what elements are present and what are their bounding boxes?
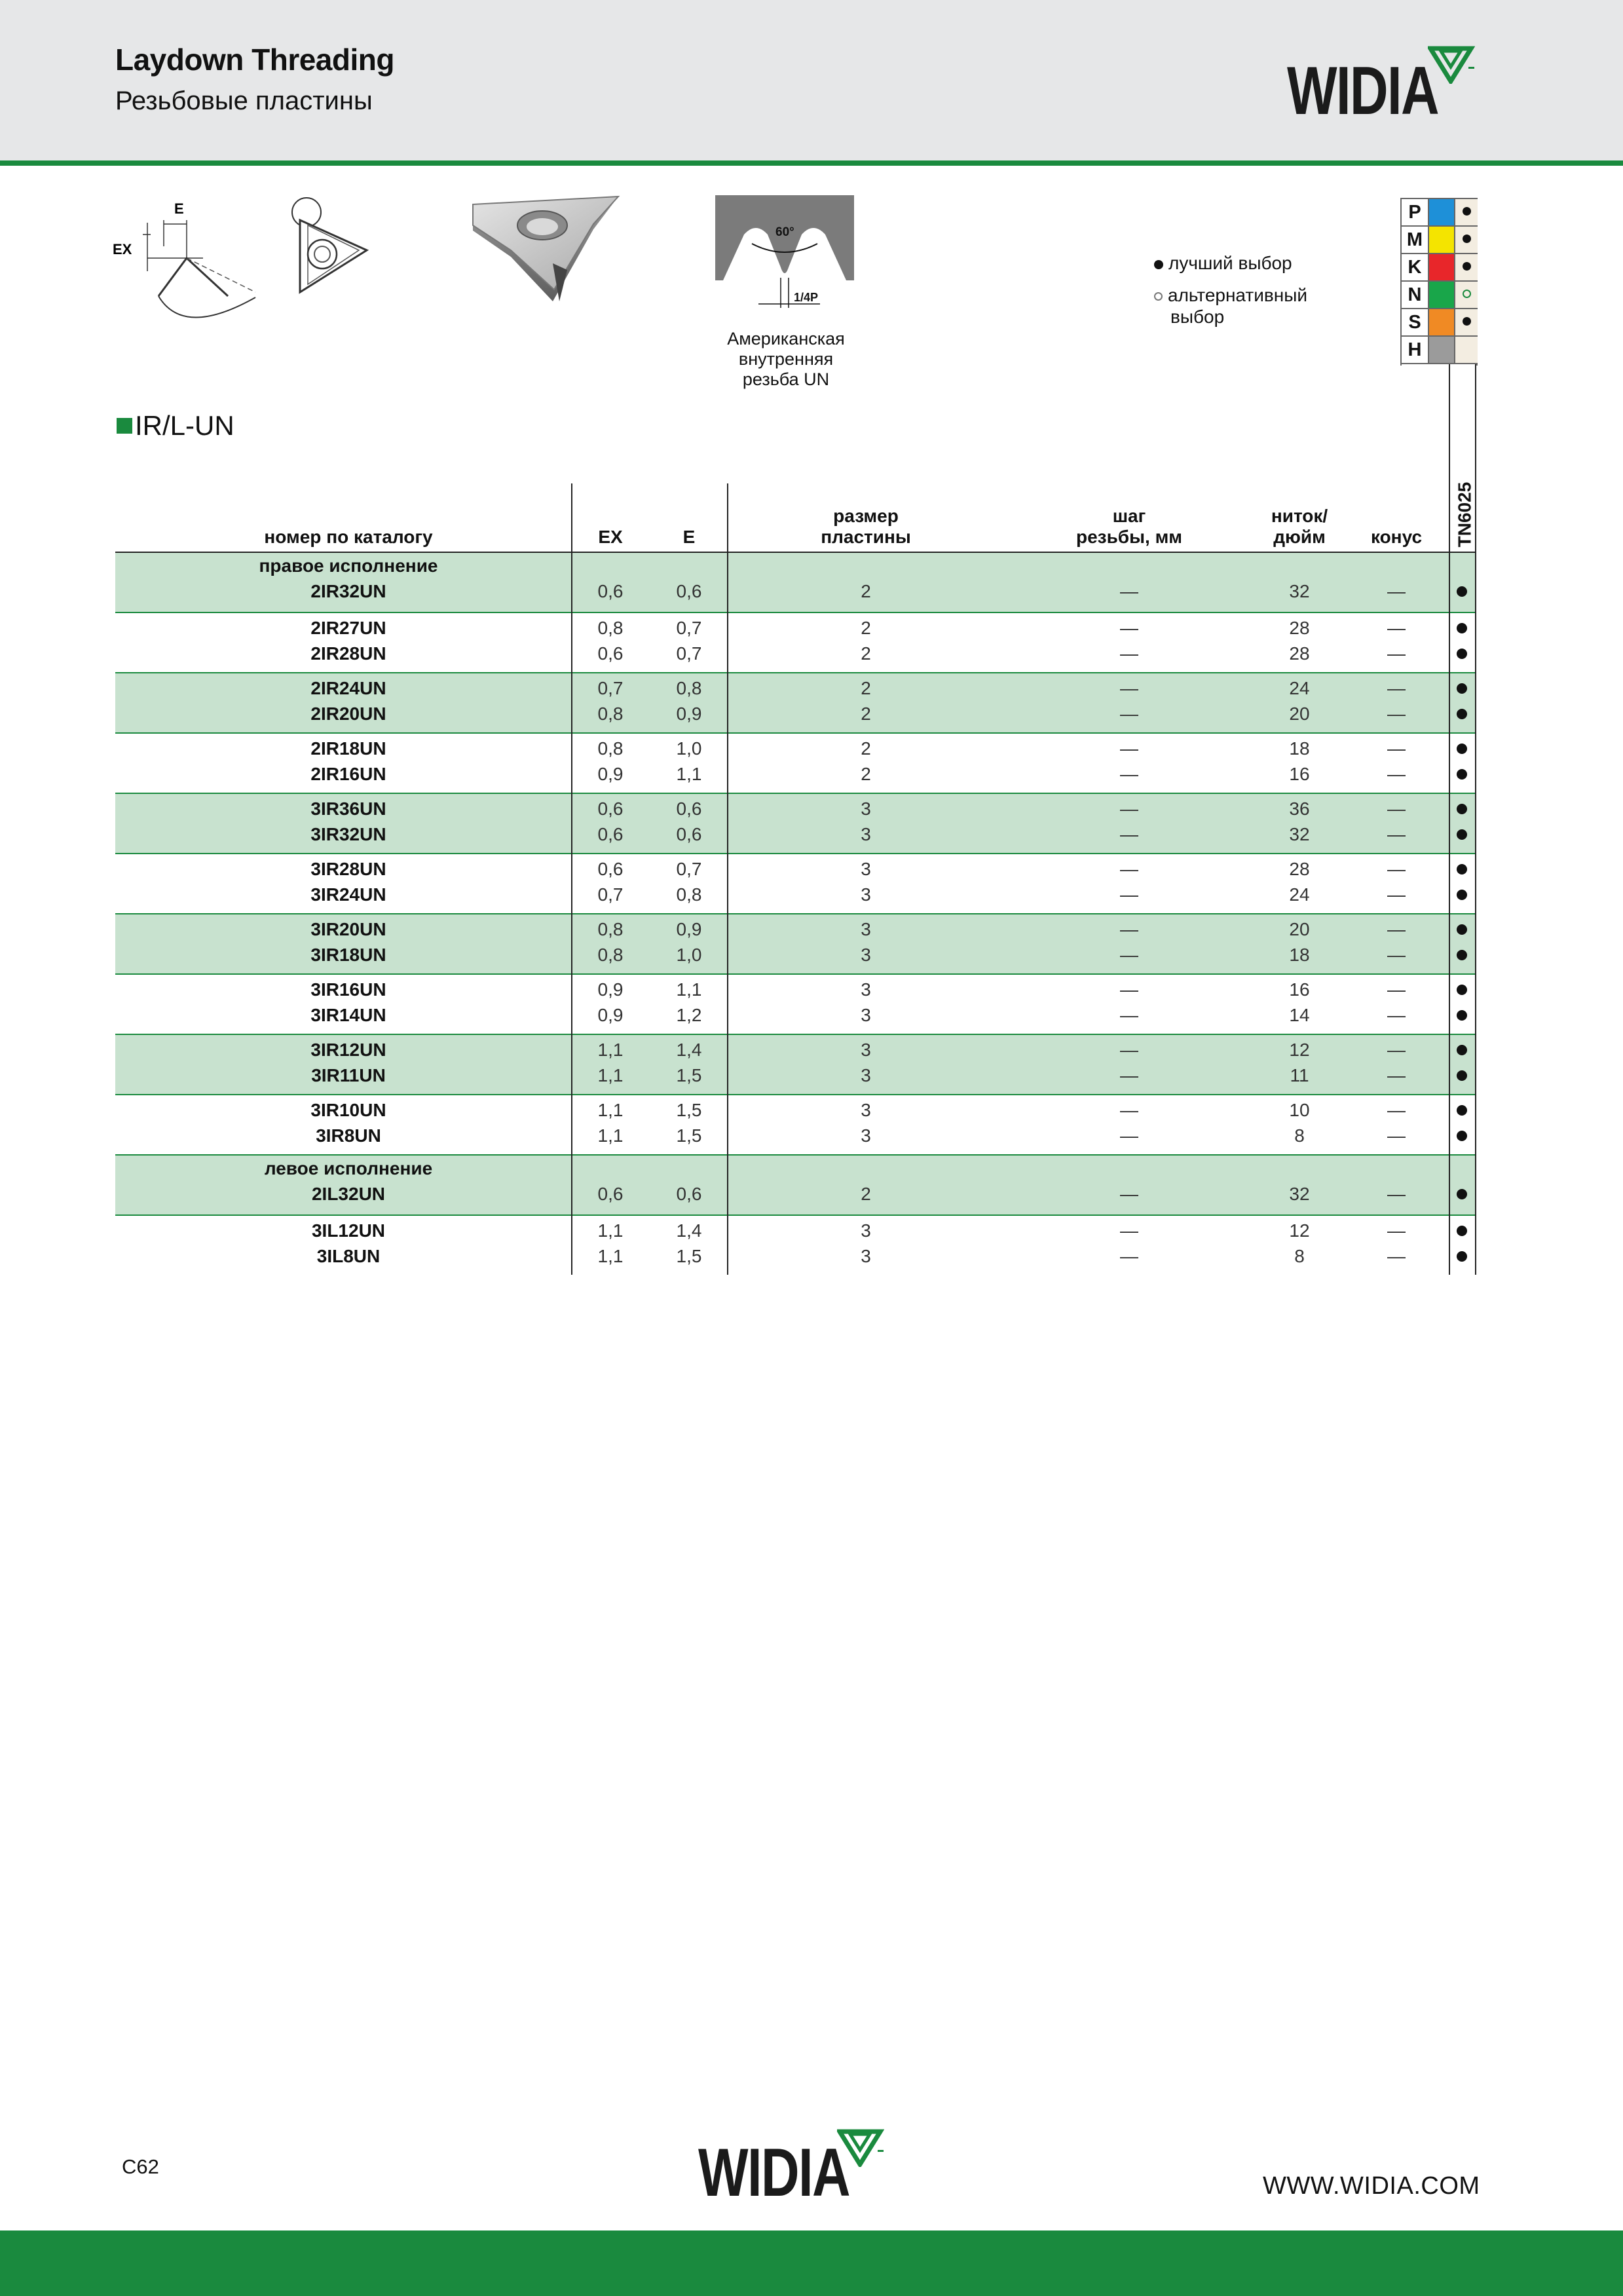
material-letter: N — [1402, 282, 1429, 308]
e-value: 1,4 — [676, 1040, 702, 1060]
e-value: 1,5 — [676, 1100, 702, 1120]
col-header-tpi-2: дюйм — [1273, 527, 1326, 547]
catalog-number: 2IR18UN — [310, 738, 386, 759]
ex-value: 1,1 — [597, 1220, 624, 1241]
e-value: 0,6 — [676, 824, 702, 844]
insert-size: 2 — [861, 581, 871, 601]
taper-value: — — [1387, 945, 1406, 965]
insert-size: 2 — [861, 1184, 871, 1204]
material-recommendation — [1455, 254, 1478, 280]
insert-size: 2 — [861, 764, 871, 784]
material-letter: S — [1402, 309, 1429, 335]
ex-value: 0,6 — [597, 643, 624, 664]
column-divider — [1449, 364, 1450, 1275]
col-header-tpi-1: ниток/ — [1271, 506, 1328, 526]
catalog-number: 2IR28UN — [310, 643, 386, 664]
ex-value: 0,7 — [597, 678, 624, 698]
legend-alt-label-1: альтернативный — [1168, 285, 1307, 305]
material-recommendation — [1455, 337, 1478, 363]
e-value: 0,6 — [676, 1184, 702, 1204]
taper-value: — — [1387, 1100, 1406, 1120]
legend-best-label: лучший выбор — [1168, 253, 1292, 273]
e-value: 0,8 — [676, 884, 702, 905]
e-value: 0,6 — [676, 581, 702, 601]
legend-alt-label-2: выбор — [1170, 307, 1225, 327]
tpi-value: 16 — [1289, 764, 1310, 784]
e-value: 1,4 — [676, 1220, 702, 1241]
material-color-swatch — [1429, 199, 1455, 225]
material-row — [1402, 254, 1478, 282]
tpi-value: 20 — [1289, 919, 1310, 939]
tpi-value: 18 — [1289, 945, 1310, 965]
thread-caption — [714, 329, 858, 390]
material-row — [1402, 337, 1478, 364]
material-recommendation — [1455, 227, 1478, 253]
taper-value: — — [1387, 919, 1406, 939]
catalog-number: 3IR14UN — [310, 1005, 386, 1025]
ex-value: 1,1 — [597, 1125, 624, 1146]
pitch-value: — — [1120, 1065, 1138, 1085]
catalog-number: 3IL12UN — [311, 1220, 386, 1241]
taper-value: — — [1387, 1246, 1406, 1266]
e-value: 1,1 — [676, 764, 702, 784]
pitch-value: — — [1120, 979, 1138, 1000]
taper-value: — — [1387, 581, 1406, 601]
tpi-value: 12 — [1289, 1040, 1310, 1060]
catalog-number: 3IR36UN — [310, 799, 386, 819]
col-header-e: E — [682, 527, 696, 547]
catalog-number: 3IL8UN — [316, 1246, 381, 1266]
footer-bar — [0, 2230, 1623, 2296]
section-marker-icon — [117, 418, 132, 434]
insert-size: 2 — [861, 643, 871, 664]
material-letter: P — [1402, 199, 1429, 225]
label-e: E — [174, 200, 184, 217]
e-value: 1,5 — [676, 1065, 702, 1085]
insert-size: 3 — [861, 1125, 871, 1146]
grade-availability-icon — [1457, 1105, 1467, 1116]
catalog-number: 2IR20UN — [310, 704, 386, 724]
insert-3d-image — [469, 191, 621, 309]
insert-size: 3 — [861, 884, 871, 905]
e-value: 0,7 — [676, 643, 702, 664]
tpi-value: 28 — [1289, 859, 1310, 879]
widia-triangle-mark-icon — [1428, 45, 1475, 84]
insert-size: 3 — [861, 979, 871, 1000]
taper-value: — — [1387, 764, 1406, 784]
col-header-size-1: размер — [833, 506, 899, 526]
page-title: Laydown Threading — [115, 43, 394, 77]
col-header-pitch-1: шаг — [1112, 506, 1146, 526]
insert-size: 2 — [861, 618, 871, 638]
grade-availability-icon — [1457, 1070, 1467, 1081]
ex-value: 0,9 — [597, 1005, 624, 1025]
insert-size: 3 — [861, 799, 871, 819]
filled-circle-icon — [1463, 262, 1471, 271]
row-divider — [115, 973, 1476, 975]
insert-top-view-diagram — [288, 194, 386, 299]
taper-value: — — [1387, 1220, 1406, 1241]
catalog-number: 2IR16UN — [310, 764, 386, 784]
pitch-value: — — [1120, 704, 1138, 724]
taper-value: — — [1387, 1065, 1406, 1085]
pitch-value: — — [1120, 764, 1138, 784]
ex-value: 0,6 — [597, 799, 624, 819]
taper-value: — — [1387, 1005, 1406, 1025]
material-recommendation — [1455, 309, 1478, 335]
col-header-size-2: пластины — [821, 527, 911, 547]
grade-availability-icon — [1457, 924, 1467, 935]
tpi-value: 24 — [1289, 678, 1310, 698]
ex-value: 0,6 — [597, 859, 624, 879]
thread-caption-line-1: Американская — [727, 329, 845, 348]
taper-value: — — [1387, 979, 1406, 1000]
catalog-number: 2IR27UN — [310, 618, 386, 638]
col-header-catalog: номер по каталогу — [264, 527, 433, 547]
catalog-number: 3IR24UN — [310, 884, 386, 905]
tpi-value: 10 — [1289, 1100, 1310, 1120]
catalog-number: 2IR32UN — [310, 581, 386, 601]
grade-availability-icon — [1457, 1010, 1467, 1021]
e-value: 0,6 — [676, 799, 702, 819]
taper-value: — — [1387, 643, 1406, 664]
taper-value: — — [1387, 1184, 1406, 1204]
widia-logo: WIDIA — [1287, 53, 1439, 129]
section-title: IR/L-UN — [135, 410, 234, 441]
grade-availability-icon — [1457, 864, 1467, 875]
grade-availability-icon — [1457, 1251, 1467, 1262]
material-row — [1402, 282, 1478, 309]
pitch-value: — — [1120, 859, 1138, 879]
material-letter: K — [1402, 254, 1429, 280]
page-subtitle: Резьбовые пластины — [115, 86, 373, 115]
thread-profile-diagram — [715, 195, 854, 308]
pitch-value: — — [1120, 581, 1138, 601]
header-divider — [0, 160, 1623, 166]
tpi-value: 24 — [1289, 884, 1310, 905]
e-value: 0,7 — [676, 859, 702, 879]
open-circle-icon — [1463, 290, 1471, 298]
website-url[interactable]: WWW.WIDIA.COM — [1263, 2172, 1480, 2200]
pitch-value: — — [1120, 618, 1138, 638]
footer-widia-logo: WIDIA — [698, 2135, 850, 2211]
insert-size: 3 — [861, 1065, 871, 1085]
ex-value: 0,6 — [597, 1184, 624, 1204]
filled-circle-icon — [1463, 317, 1471, 326]
ex-value: 1,1 — [597, 1065, 624, 1085]
catalog-number: 2IL32UN — [311, 1184, 386, 1204]
e-value: 0,7 — [676, 618, 702, 638]
tpi-value: 20 — [1289, 704, 1310, 724]
taper-value: — — [1387, 678, 1406, 698]
col-header-pitch-2: резьбы, мм — [1076, 527, 1182, 547]
insert-size: 3 — [861, 859, 871, 879]
filled-circle-icon — [1154, 260, 1163, 269]
grade-availability-icon — [1457, 1045, 1467, 1055]
material-row — [1402, 227, 1478, 254]
page-number: C62 — [122, 2155, 159, 2178]
insert-size: 3 — [861, 945, 871, 965]
taper-value: — — [1387, 738, 1406, 759]
ex-value: 0,6 — [597, 581, 624, 601]
taper-value: — — [1387, 618, 1406, 638]
ex-value: 1,1 — [597, 1100, 624, 1120]
row-divider — [115, 732, 1476, 734]
taper-value: — — [1387, 884, 1406, 905]
row-divider — [115, 1094, 1476, 1095]
tpi-value: 32 — [1289, 1184, 1310, 1204]
legend-best-choice — [1154, 253, 1292, 274]
tpi-value: 8 — [1294, 1125, 1305, 1146]
material-row — [1402, 309, 1478, 337]
catalog-number: 3IR16UN — [310, 979, 386, 1000]
open-circle-icon — [1154, 292, 1163, 301]
material-recommendation — [1455, 282, 1478, 308]
col-header-taper: конус — [1370, 527, 1423, 547]
taper-value: — — [1387, 799, 1406, 819]
pitch-label: 1/4P — [794, 291, 819, 304]
thread-caption-line-3: резьба UN — [742, 369, 830, 389]
ex-value: 0,8 — [597, 945, 624, 965]
ex-value: 1,1 — [597, 1246, 624, 1266]
e-value: 1,2 — [676, 1005, 702, 1025]
angle-label: 60° — [775, 225, 794, 239]
col-header-grade: TN6025 — [1454, 481, 1475, 548]
tpi-value: 36 — [1289, 799, 1310, 819]
tpi-value: 28 — [1289, 618, 1310, 638]
catalog-number: 3IR8UN — [316, 1125, 381, 1146]
catalog-number: 3IR32UN — [310, 824, 386, 844]
filled-circle-icon — [1463, 235, 1471, 243]
insert-size: 3 — [861, 1220, 871, 1241]
catalog-number: 3IR20UN — [310, 919, 386, 939]
pitch-value: — — [1120, 678, 1138, 698]
insert-size: 3 — [861, 824, 871, 844]
tpi-value: 12 — [1289, 1220, 1310, 1241]
material-color-swatch — [1429, 309, 1455, 335]
row-divider — [115, 612, 1476, 613]
e-value: 0,8 — [676, 678, 702, 698]
grade-availability-icon — [1457, 683, 1467, 694]
pitch-value: — — [1120, 1040, 1138, 1060]
ex-value: 0,9 — [597, 979, 624, 1000]
catalog-number: 3IR18UN — [310, 945, 386, 965]
insert-size: 2 — [861, 738, 871, 759]
insert-size: 2 — [861, 678, 871, 698]
e-value: 1,1 — [676, 979, 702, 1000]
pitch-value: — — [1120, 1246, 1138, 1266]
row-divider — [115, 853, 1476, 854]
pitch-value: — — [1120, 884, 1138, 905]
insert-size: 3 — [861, 1100, 871, 1120]
ex-value: 0,8 — [597, 919, 624, 939]
column-divider — [727, 483, 728, 1275]
insert-size: 3 — [861, 1005, 871, 1025]
material-color-swatch — [1429, 337, 1455, 363]
pitch-value: — — [1120, 945, 1138, 965]
taper-value: — — [1387, 1040, 1406, 1060]
e-value: 1,5 — [676, 1246, 702, 1266]
pitch-value: — — [1120, 643, 1138, 664]
pitch-value: — — [1120, 1184, 1138, 1204]
e-value: 1,0 — [676, 738, 702, 759]
taper-value: — — [1387, 704, 1406, 724]
grade-availability-icon — [1457, 985, 1467, 995]
tpi-value: 18 — [1289, 738, 1310, 759]
pitch-value: — — [1120, 799, 1138, 819]
tpi-value: 16 — [1289, 979, 1310, 1000]
grade-availability-icon — [1457, 586, 1467, 597]
group-label: правое исполнение — [259, 555, 438, 576]
grade-availability-icon — [1457, 829, 1467, 840]
tpi-value: 32 — [1289, 824, 1310, 844]
taper-value: — — [1387, 824, 1406, 844]
material-letter: H — [1402, 337, 1429, 363]
tpi-value: 28 — [1289, 643, 1310, 664]
pitch-value: — — [1120, 738, 1138, 759]
pitch-value: — — [1120, 1100, 1138, 1120]
ex-value: 0,9 — [597, 764, 624, 784]
widia-triangle-mark-icon — [837, 2128, 884, 2167]
insert-size: 3 — [861, 1246, 871, 1266]
pitch-value: — — [1120, 1220, 1138, 1241]
insert-size: 3 — [861, 1040, 871, 1060]
ex-value: 0,6 — [597, 824, 624, 844]
tpi-value: 32 — [1289, 581, 1310, 601]
ex-value: 1,1 — [597, 1040, 624, 1060]
material-grid — [1400, 198, 1478, 366]
e-value: 0,9 — [676, 919, 702, 939]
ex-value: 0,8 — [597, 704, 624, 724]
grade-availability-icon — [1457, 1131, 1467, 1141]
grade-availability-icon — [1457, 804, 1467, 814]
material-row — [1402, 199, 1478, 227]
col-header-ex: EX — [598, 527, 623, 547]
filled-circle-icon — [1463, 207, 1471, 216]
catalog-number: 3IR10UN — [310, 1100, 386, 1120]
ex-value: 0,8 — [597, 738, 624, 759]
legend-alternative-choice — [1154, 284, 1307, 328]
catalog-number: 3IR11UN — [311, 1065, 386, 1085]
e-value: 1,0 — [676, 945, 702, 965]
grade-availability-icon — [1457, 1226, 1467, 1236]
material-color-swatch — [1429, 227, 1455, 253]
grade-availability-icon — [1457, 890, 1467, 900]
ex-value: 0,7 — [597, 884, 624, 905]
grade-availability-icon — [1457, 743, 1467, 754]
insert-profile-diagram — [111, 194, 262, 334]
pitch-value: — — [1120, 919, 1138, 939]
tpi-value: 11 — [1290, 1065, 1309, 1085]
e-value: 1,5 — [676, 1125, 702, 1146]
row-divider — [115, 1214, 1476, 1216]
tpi-value: 8 — [1294, 1246, 1305, 1266]
thread-caption-line-2: внутренняя — [738, 349, 834, 369]
column-divider — [1475, 364, 1476, 1275]
pitch-value: — — [1120, 1125, 1138, 1146]
grade-availability-icon — [1457, 623, 1467, 633]
taper-value: — — [1387, 859, 1406, 879]
grade-availability-icon — [1457, 769, 1467, 780]
grade-availability-icon — [1457, 649, 1467, 659]
grade-availability-icon — [1457, 950, 1467, 960]
catalog-number: 2IR24UN — [310, 678, 386, 698]
insert-size: 2 — [861, 704, 871, 724]
ex-value: 0,8 — [597, 618, 624, 638]
material-letter: M — [1402, 227, 1429, 253]
insert-size: 3 — [861, 919, 871, 939]
grade-availability-icon — [1457, 1189, 1467, 1199]
material-recommendation — [1455, 199, 1478, 225]
label-ex: EX — [113, 241, 132, 257]
pitch-value: — — [1120, 824, 1138, 844]
catalog-number: 3IR28UN — [310, 859, 386, 879]
material-color-swatch — [1429, 254, 1455, 280]
catalog-number: 3IR12UN — [310, 1040, 386, 1060]
e-value: 0,9 — [676, 704, 702, 724]
grade-availability-icon — [1457, 709, 1467, 719]
column-divider — [571, 483, 572, 1275]
taper-value: — — [1387, 1125, 1406, 1146]
tpi-value: 14 — [1289, 1005, 1310, 1025]
material-color-swatch — [1429, 282, 1455, 308]
pitch-value: — — [1120, 1005, 1138, 1025]
group-label: левое исполнение — [264, 1158, 433, 1178]
